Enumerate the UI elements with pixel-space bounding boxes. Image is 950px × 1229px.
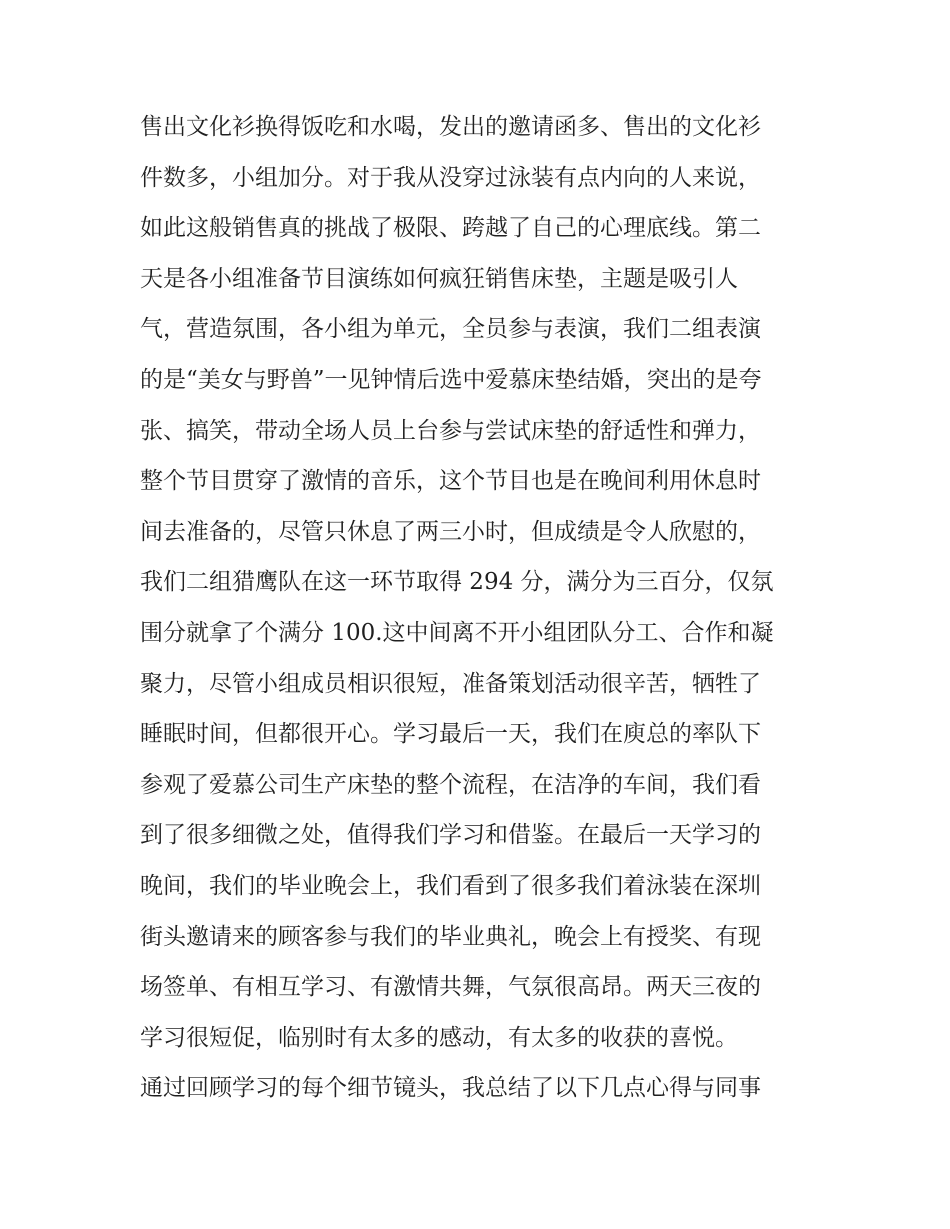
text-line: 聚力，尽管小组成员相识很短，准备策划活动很辛苦，牺牲了	[140, 670, 761, 697]
text-line: 气，营造氛围，各小组为单元，全员参与表演，我们二组表演	[140, 316, 761, 343]
text-line: 张、搞笑，带动全场人员上台参与尝试床垫的舒适性和弹力，	[140, 417, 761, 444]
text-line: 到了很多细微之处，值得我们学习和借鉴。在最后一天学习的	[140, 822, 761, 849]
text-line: 我们二组猎鹰队在这一环节取得 294 分，满分为三百分，仅氛	[140, 569, 774, 596]
text-line: 街头邀请来的顾客参与我们的毕业典礼，晚会上有授奖、有现	[140, 923, 761, 950]
text-line: 间去准备的，尽管只休息了两三小时，但成绩是令人欣慰的，	[140, 518, 761, 545]
text-line: 晚间，我们的毕业晚会上，我们看到了很多我们着泳装在深圳	[140, 872, 761, 899]
text-line: 参观了爱慕公司生产床垫的整个流程，在洁净的车间，我们看	[140, 771, 761, 798]
text-line: 睡眠时间，但都很开心。学习最后一天，我们在庾总的率队下	[140, 721, 761, 748]
text-line: 学习很短促，临别时有太多的感动，有太多的收获的喜悦。	[140, 1024, 738, 1051]
text-line: 通过回顾学习的每个细节镜头，我总结了以下几点心得与同事	[140, 1075, 761, 1102]
body-text	[140, 102, 820, 1114]
text-line: 如此这般销售真的挑战了极限、跨越了自己的心理底线。第二	[140, 215, 761, 242]
text-line: 的是“美女与野兽”一见钟情后选中爱慕床垫结婚，突出的是夸	[140, 366, 762, 393]
text-line: 售出文化衫换得饭吃和水喝，发出的邀请函多、售出的文化衫	[140, 114, 761, 140]
text-line: 天是各小组准备节目演练如何疯狂销售床垫，主题是吸引人	[140, 265, 738, 292]
text-line: 场签单、有相互学习、有激情共舞，气氛很高昂。两天三夜的	[140, 974, 761, 1001]
text-line: 围分就拿了个满分 100.这中间离不开小组团队分工、合作和凝	[140, 619, 774, 646]
text-line: 整个节目贯穿了激情的音乐，这个节目也是在晚间利用休息时	[140, 468, 761, 495]
text-line: 件数多，小组加分。对于我从没穿过泳装有点内向的人来说，	[140, 164, 761, 191]
